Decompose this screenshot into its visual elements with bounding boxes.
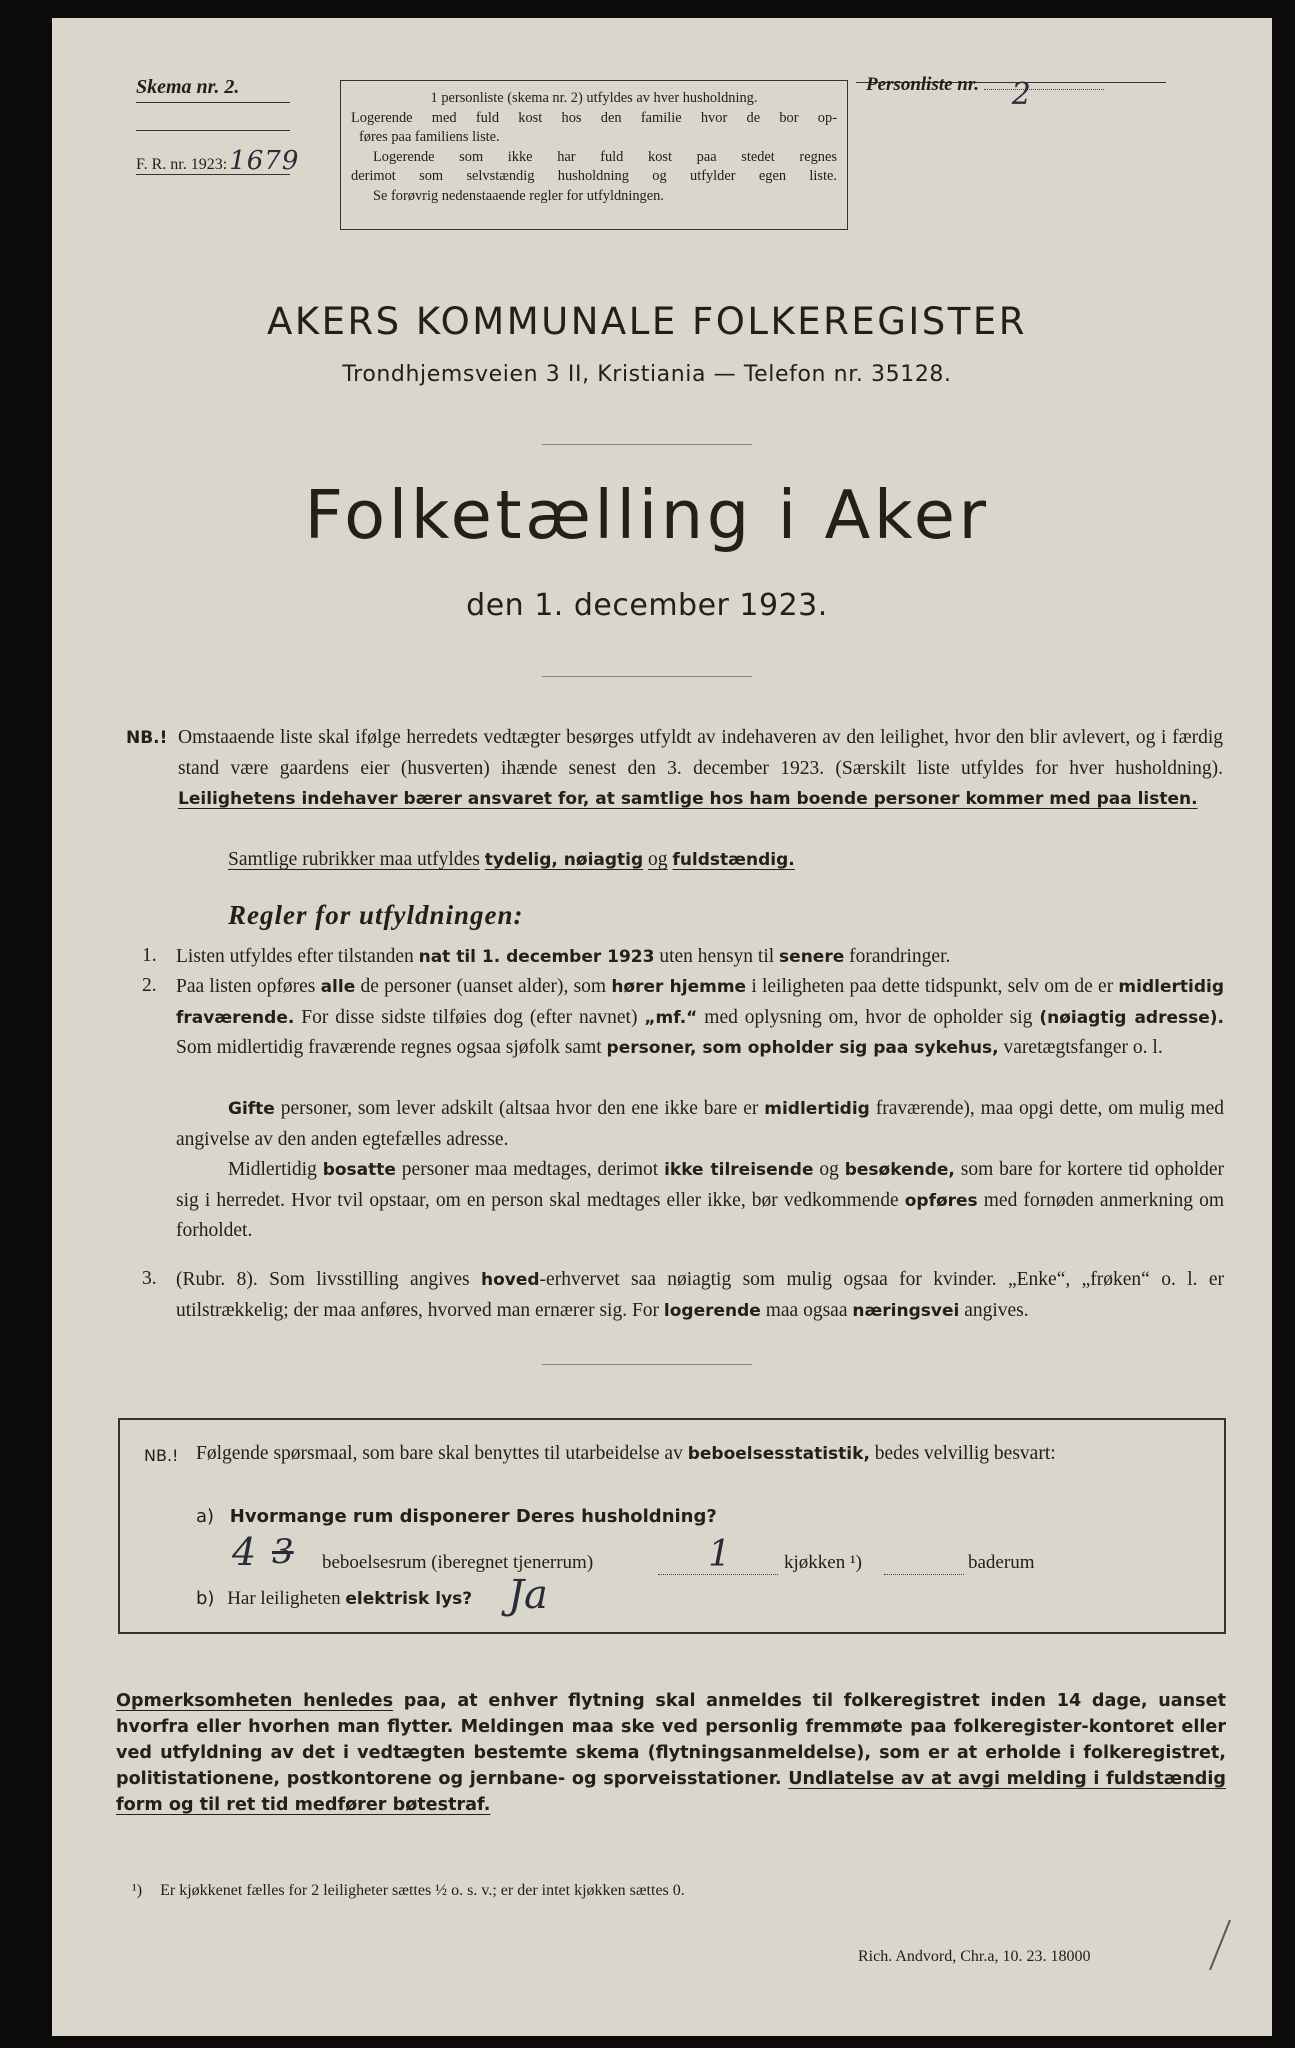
rooms-label: beboelsesrum (iberegnet tjenerrum): [322, 1552, 594, 1573]
personliste-value: 2: [1011, 77, 1031, 112]
rule-2c: [176, 1155, 1224, 1247]
electric-light-answer: Ja: [508, 1572, 548, 1618]
rule-2b-bold: midlertidig: [764, 1099, 870, 1119]
rule-1-part: Listen utfyldes efter tilstanden: [176, 946, 419, 967]
rooms-row: [232, 1530, 1182, 1584]
rule-3-part: -erhvervet saa nøiagtig som mulig ogsaa for kvinder. „Enke“, „frøken“ o. l. er utilstrækkelig; der maa anføres, hvorved man ernærer sig. For: [176, 1269, 1225, 1321]
kitchen-dotline: [658, 1534, 778, 1575]
rule-2-bold: personer, som opholder sig paa sykehus,: [606, 1038, 999, 1058]
fr-number-field: [136, 146, 299, 176]
nb2-text-part: bedes velvillig besvart:: [869, 1443, 1056, 1464]
question-b: [196, 1572, 796, 1628]
nb1-paragraph: [178, 723, 1223, 815]
question-a: [196, 1506, 717, 1527]
skema-label: Skema nr. 2.: [136, 76, 240, 98]
nb1-label: NB.!: [126, 728, 168, 748]
rooms-value: 4: [232, 1530, 257, 1574]
rooms-value-struck: 3: [272, 1532, 294, 1572]
rule-3-part: angives.: [959, 1299, 1029, 1321]
box-line-3: føres paa familiens liste.: [359, 129, 500, 145]
nb1-text-c1: Samtlige rubrikker maa utfyldes: [228, 849, 480, 870]
header-rule: [136, 130, 290, 131]
rule-3-bold: næringsvei: [852, 1300, 960, 1321]
rule-2c-bold: bosatte: [322, 1160, 396, 1180]
rule-2-bold: (nøiagtig adresse).: [1039, 1007, 1224, 1028]
rule-1: [176, 942, 1224, 973]
rule-2b-bold: Gifte: [228, 1099, 275, 1119]
rule-2-part: Som midlertidig fraværende regnes ogsaa sjøfolk samt: [176, 1037, 607, 1058]
nb1-text-c4: fuldstændig.: [672, 850, 795, 870]
question-b-bold: elektrisk lys?: [345, 1589, 473, 1609]
org-address: Trondhjemsveien 3 II, Kristiania — Telefon nr. 35128.: [342, 362, 952, 387]
rule-1-number: 1.: [142, 945, 157, 966]
bath-label: baderum: [968, 1552, 1035, 1573]
rule-2-bold: hører hjemme: [611, 977, 747, 997]
notice-lead: Opmerksomheten henledes: [116, 1691, 394, 1711]
census-title: Folketælling i Aker: [304, 476, 990, 554]
personliste-field: [866, 74, 1104, 112]
rule-2c-bold: ikke tilreisende: [664, 1160, 814, 1180]
question-b-text: Har leiligheten: [227, 1588, 341, 1609]
box-line-6: Se forøvrig nedenstaaende regler for utfyldningen.: [373, 187, 664, 204]
nb2-label: NB.!: [144, 1446, 179, 1465]
moving-notice: [116, 1688, 1226, 1818]
nb2-text-part: Følgende spørsmaal, som bare skal benyttes til utarbeidelse av: [196, 1443, 688, 1464]
rule-2-bold: „mf.“: [644, 1007, 698, 1028]
rule-2b-part: personer, som lever adskilt (altsaa hvor den ene ikke bare er: [274, 1098, 765, 1119]
nb2-text-bold: beboelsesstatistik,: [687, 1444, 870, 1464]
footnote: [132, 1882, 685, 1900]
rule-1-part: uten hensyn til: [654, 946, 780, 967]
rule-2-part: de personer (uanset alder), som: [355, 976, 612, 997]
footnote-text: Er kjøkkenet fælles for 2 leiligheter sættes ½ o. s. v.; er der intet kjøkken sættes 0.: [160, 1882, 685, 1899]
fr-number-label: F. R. nr. 1923:: [136, 156, 228, 173]
rule-2-part: i leiligheten paa dette tidspunkt, selv om de er: [746, 976, 1119, 997]
rule-2b: [176, 1094, 1224, 1155]
box-line-5: derimot som selvstændig husholdning og utfylder egen liste.: [351, 168, 837, 184]
rule-3: [176, 1265, 1224, 1326]
rule-2-part: Paa listen opføres: [176, 976, 321, 997]
rule-2c-part: med fornøden anmerkning om forholdet.: [176, 1189, 1224, 1241]
rule-2c-part: som bare for kortere tid opholder sig i herredet. Hvor tvil opstaar, om en person skal medtages eller ikke, bør vedkommende: [176, 1159, 1225, 1211]
nb1-text-c2: tydelig, nøiagtig: [484, 850, 644, 870]
rule-2-number: 2.: [142, 975, 157, 996]
personliste-label: Personliste nr.: [866, 74, 979, 95]
census-date: den 1. december 1923.: [466, 588, 828, 623]
box-line-1: 1 personliste (skema nr. 2) utfyldes av hver husholdning.: [430, 90, 758, 106]
nb1-text-a: Omstaaende liste skal ifølge herredets vedtægter besørges utfyldt av indehaveren av den leilighet, hvor den blir avlevert, og i færdig stand være gaardens eier (husverten) ihænde senest den 3. december 1923. (Særskilt liste utfyldes for hver husholdning).: [178, 727, 1223, 779]
household-info-box: [340, 80, 848, 230]
nb2-text: [196, 1439, 1186, 1470]
census-form-sheet: [52, 18, 1272, 2036]
box-line-2: Logerende med fuld kost hos den familie hvor de bor op-: [351, 109, 837, 126]
pencil-tick-mark: [1204, 1916, 1234, 1976]
skema-underline: [136, 102, 290, 103]
bath-dotline: [884, 1552, 964, 1575]
kitchen-value: 1: [708, 1534, 731, 1575]
question-a-text: Hvormange rum disponerer Deres husholdning?: [229, 1506, 717, 1527]
rules-heading: Regler for utfyldningen:: [228, 900, 524, 930]
printer-imprint: Rich. Andvord, Chr.a, 10. 23. 18000: [858, 1948, 1091, 1965]
fr-underline: [136, 174, 290, 175]
rule-1-bold: senere: [779, 947, 845, 967]
personliste-dotline: [984, 77, 1104, 112]
rule-2-bold: alle: [320, 977, 356, 997]
rule-3-part: maa ogsaa: [760, 1299, 853, 1321]
question-a-label: a): [196, 1506, 215, 1527]
rule-1-part: forandringer.: [844, 946, 951, 967]
org-name: AKERS KOMMUNALE FOLKEREGISTER: [267, 300, 1027, 343]
notice-body: paa, at enhver flytning skal anmeldes til folkeregistret inden 14 dage, uanset hvorfra eller hvorhen man flytter. Meldingen maa ske ved personlig fremmøte paa folkeregister-kontoret eller ved utfyldning av det i vedtægten bestemte skema (flytningsanmeldelse), som er at erholde i folkeregistret, politistationene, postkontorene og jernbane- og sporveisstationer.: [116, 1691, 1226, 1789]
kitchen-label: kjøkken ¹): [784, 1552, 862, 1573]
divider-3: [542, 1364, 752, 1365]
rule-3-bold: logerende: [663, 1300, 761, 1321]
rule-2: [176, 972, 1224, 1064]
rule-2-part: varetægtsfanger o. l.: [998, 1037, 1163, 1058]
box-line-4: Logerende som ikke har fuld kost paa stedet regnes: [373, 148, 837, 165]
question-b-label: b): [196, 1588, 215, 1609]
rule-2c-part: personer maa medtages, derimot: [395, 1159, 665, 1180]
rule-2c-part: Midlertidig: [228, 1159, 323, 1180]
rule-3-bold: hoved: [480, 1270, 540, 1290]
rule-2-bold: midlertidig fraværende.: [176, 977, 1224, 1028]
rule-2c-bold: opføres: [904, 1190, 978, 1211]
nb1-text-b: Leilighetens indehaver bærer ansvaret for, at samtlige hos ham boende personer kommer med paa listen.: [178, 789, 1198, 809]
notice-tail: Undlatelse av at avgi melding i fuldstændig form og til ret tid medfører bøtestraf.: [116, 1769, 1226, 1815]
rule-2-part: med oplysning om, hvor de opholder sig: [697, 1006, 1040, 1028]
footnote-mark: ¹): [132, 1882, 143, 1899]
rule-2c-bold: besøkende,: [844, 1160, 955, 1180]
rule-2-part: For disse sidste tilføies dog (efter navnet): [294, 1006, 645, 1028]
housing-statistics-box: [118, 1418, 1226, 1634]
rule-3-number: 3.: [142, 1268, 157, 1289]
fr-number-value: 1679: [229, 146, 300, 176]
rule-3-part: (Rubr. 8). Som livsstilling angives: [176, 1269, 481, 1290]
nb1-line-c: [228, 845, 1128, 876]
rule-2c-part: og: [813, 1159, 845, 1180]
divider-2: [542, 676, 752, 677]
rule-1-bold: nat til 1. december 1923: [418, 947, 655, 967]
nb1-text-c3: og: [648, 849, 668, 870]
divider-1: [542, 444, 752, 445]
rule-2b-part: fraværende), maa opgi dette, om mulig med angivelse av den anden egtefælles adresse.: [176, 1098, 1225, 1150]
